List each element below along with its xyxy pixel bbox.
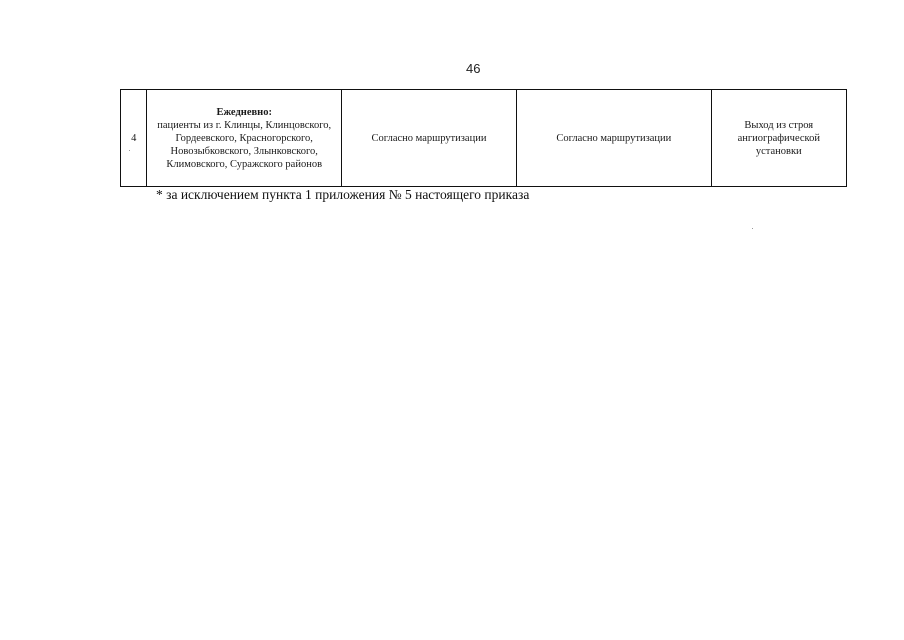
- reason-text: Выход из строя ангиографической установки: [737, 119, 820, 157]
- reason-cell: [711, 90, 846, 187]
- routing-text-1: Согласно маршрутизации: [371, 132, 487, 144]
- page-number: 46: [466, 61, 481, 76]
- scan-speck: [129, 150, 130, 151]
- schedule-text: пациенты из г. Клинцы, Клинцовского, Гордеевского, Красногорского, Новозыбковского, Злынковского, Климовского, Суражского районов: [157, 119, 332, 170]
- scan-speck: [752, 228, 753, 229]
- row-number-cell: [121, 90, 147, 187]
- routing-text-2: Согласно маршрутизации: [556, 132, 672, 144]
- schedule-heading: Ежедневно:: [216, 106, 272, 118]
- schedule-cell: [147, 90, 341, 187]
- routing-cell-1: [341, 90, 516, 187]
- routing-table: [120, 89, 847, 187]
- row-number: 4: [131, 132, 137, 144]
- footnote: * за исключением пункта 1 приложения № 5 настоящего приказа: [156, 187, 530, 202]
- routing-cell-2: [517, 90, 711, 187]
- table-row: [121, 90, 847, 187]
